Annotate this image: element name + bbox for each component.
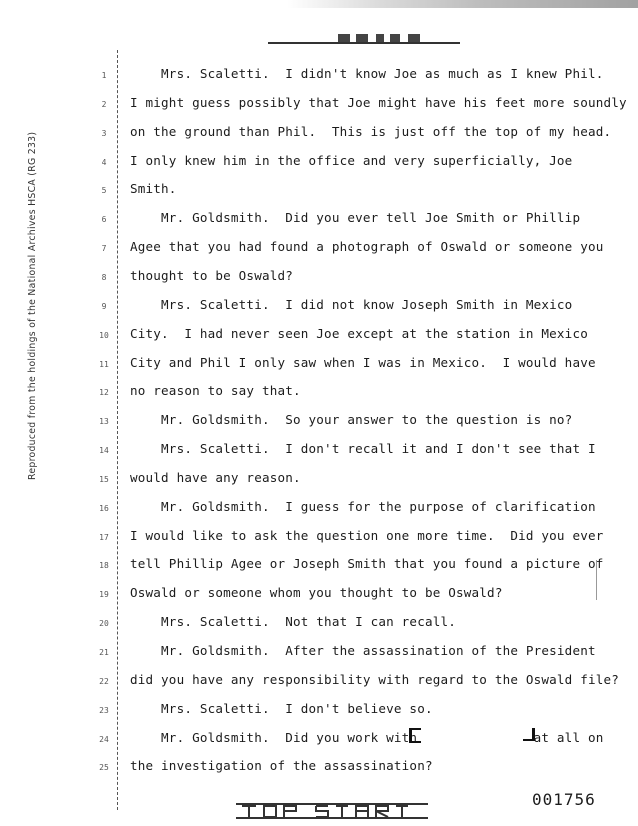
transcript-line: City. I had never seen Joe except at the station in Mexico (130, 325, 588, 341)
transcript-line: did you have any responsibility with regard to the Oswald file? (130, 671, 620, 687)
line-number: 6 (101, 215, 107, 225)
transcript-line: Oswald or someone whom you thought to be Oswald? (130, 585, 503, 601)
transcript-line: I might guess possibly that Joe might have his feet more soundly (130, 94, 627, 110)
transcript-line: Mr. Goldsmith. So your answer to the question is no? (130, 412, 573, 428)
line-number: 1 (101, 71, 107, 80)
line-number: 9 (101, 301, 107, 311)
transcript-line: Mr. Goldsmith. I guess for the purpose of clarification (130, 498, 596, 514)
line-number: 5 (101, 186, 107, 196)
margin-rule (117, 50, 118, 810)
archive-reproduction-note: Reproduced from the holdings of the National Archives HSCA (RG 233) (27, 131, 38, 480)
line-number: 18 (99, 561, 109, 571)
line-number: 14 (99, 446, 109, 456)
document-number: 001756 (532, 790, 596, 809)
line-number: 10 (99, 330, 109, 340)
transcript-line: Mr. Goldsmith. Did you work with at all on (130, 729, 604, 745)
transcript-line: I would like to ask the question one more time. Did you ever (130, 527, 604, 543)
line-number: 15 (99, 474, 109, 484)
transcript-line: no reason to say that. (130, 383, 301, 399)
transcript-line: would have any reason. (130, 469, 301, 485)
line-number: 2 (101, 99, 107, 109)
line-number: 3 (101, 128, 107, 138)
line-number: 11 (99, 359, 109, 369)
transcript-line: Mrs. Scaletti. I don't believe so. (130, 700, 433, 716)
line-number: 4 (101, 157, 107, 167)
line-number: 13 (99, 417, 109, 427)
transcript-line: Mr. Goldsmith. After the assassination of the President (130, 643, 596, 658)
top-secret-stamp-header (268, 30, 460, 50)
transcript-line: Mr. Goldsmith. Did you ever tell Joe Smith or Phillip (130, 210, 581, 226)
redaction-bracket-right (523, 728, 535, 741)
line-number: 7 (101, 244, 107, 254)
line-number: 20 (99, 619, 109, 629)
line-number: 19 (99, 590, 109, 600)
transcript-line: on the ground than Phil. This is just off the top of my head. (130, 123, 612, 139)
redaction-bracket-left (409, 728, 421, 743)
line-number: 21 (99, 648, 109, 657)
line-number: 23 (99, 705, 109, 715)
transcript-line: Mrs. Scaletti. I did not know Joseph Smith in Mexico (130, 296, 573, 312)
transcript-line: City and Phil I only saw when I was in Mexico. I would have (130, 354, 596, 370)
line-number: 8 (101, 272, 107, 282)
transcript-line: tell Phillip Agee or Joseph Smith that you found a picture of (130, 556, 604, 572)
line-number: 24 (99, 734, 109, 744)
transcript-line: Mrs. Scaletti. I don't recall it and I don't see that I (130, 441, 596, 457)
transcript-line: Agee that you had found a photograph of Oswald or someone you (130, 239, 604, 255)
scan-edge-shadow (0, 0, 638, 8)
top-secret-stamp-footer (236, 800, 428, 822)
line-number: 17 (99, 532, 109, 542)
line-number: 12 (99, 388, 109, 398)
transcript-line: Mrs. Scaletti. I didn't know Joe as much as I knew Phil. (130, 66, 604, 81)
line-number: 16 (99, 503, 109, 513)
transcript-line: thought to be Oswald? (130, 267, 294, 283)
transcript-line: I only knew him in the office and very superficially, Joe (130, 152, 573, 168)
line-number: 25 (99, 763, 109, 773)
transcript-line: Mrs. Scaletti. Not that I can recall. (130, 614, 457, 630)
transcript-line: the investigation of the assassination? (130, 758, 433, 774)
transcript-line: Smith. (130, 181, 177, 197)
right-margin-mark (596, 560, 603, 600)
line-number: 22 (99, 676, 109, 686)
